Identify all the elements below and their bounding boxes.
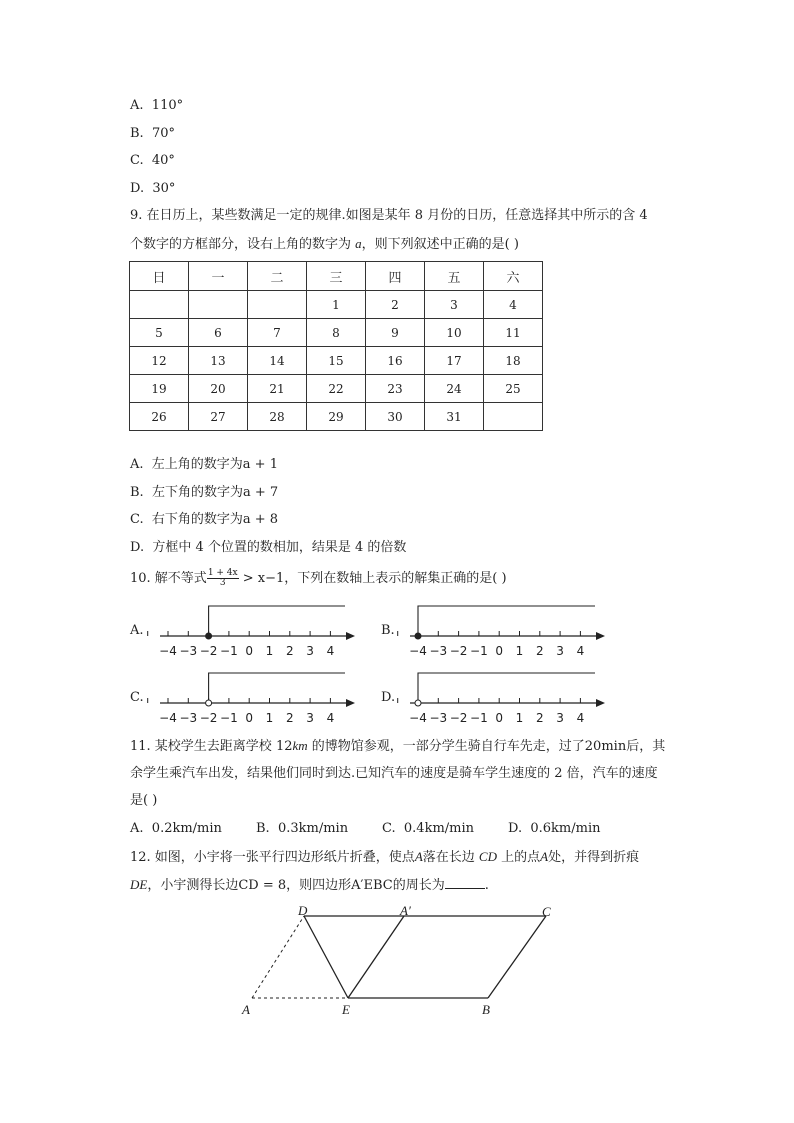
q11-stem-line1: 11. 某校学生去距离学校 12km 的博物馆参观，一部分学生骑自行车先走，过了20min后，其 — [130, 738, 666, 754]
tick-label: 0 — [495, 711, 504, 725]
number-line-c — [150, 667, 365, 737]
q12-stem-line1: 12. 如图，小宇将一张平行四边形纸片折叠，使点A落在长边 CD 上的点A处，并得到折痕 — [130, 849, 640, 865]
q9-option-c: C. 右下角的数字为a + 8 — [130, 512, 279, 527]
weekday-sun: 日 — [130, 262, 189, 291]
q11-stem-line2: 余学生乘汽车出发，结果他们同时到达.已知汽车的速度是骑车学生速度的 2 倍，汽车的速度 — [130, 766, 658, 781]
open-endpoint — [206, 700, 212, 706]
weekday-thu: 四 — [366, 262, 425, 291]
tick-label: 4 — [576, 711, 585, 725]
number-line-a — [150, 600, 365, 670]
answer-blank — [445, 876, 485, 889]
tick-label: 1 — [515, 644, 524, 658]
calendar-cell — [484, 403, 543, 431]
tick-label: −4 — [159, 644, 177, 658]
q11-option-d: D. 0.6km/min — [508, 821, 601, 836]
calendar-cell: 17 — [425, 347, 484, 375]
calendar-cell: 19 — [130, 375, 189, 403]
q8-option-a: A. 110° — [130, 98, 184, 113]
solution-ray — [418, 606, 595, 636]
tick-label: 4 — [326, 711, 335, 725]
tick-label: 2 — [535, 711, 544, 725]
calendar-cell — [248, 291, 307, 319]
q11-option-c: C. 0.4km/min — [382, 821, 475, 836]
calendar-cell: 13 — [189, 347, 248, 375]
weekday-tue: 二 — [248, 262, 307, 291]
calendar-table — [129, 261, 543, 431]
tick-label: 1 — [515, 711, 524, 725]
calendar-cell: 31 — [425, 403, 484, 431]
q8-option-d: D. 30° — [130, 181, 176, 196]
solution-ray — [418, 673, 595, 703]
parallelogram-figure — [236, 900, 566, 1025]
q10-option-b-label: B. — [381, 623, 395, 638]
calendar-cell: 26 — [130, 403, 189, 431]
calendar-cell: 7 — [248, 319, 307, 347]
tick-label: −1 — [470, 644, 488, 658]
number-line-b — [400, 600, 615, 670]
closed-endpoint — [206, 633, 212, 639]
calendar-cell — [189, 291, 248, 319]
q11-option-a: A. 0.2km/min — [130, 821, 222, 836]
tick-label: 4 — [326, 644, 335, 658]
point-label-C: C — [542, 904, 551, 919]
calendar-row — [130, 347, 543, 375]
open-endpoint — [415, 700, 421, 706]
tick-label: −3 — [429, 711, 448, 725]
calendar-row — [130, 375, 543, 403]
q8-option-c: C. 40° — [130, 153, 175, 168]
calendar-cell: 22 — [307, 375, 366, 403]
point-label-A-prime: A′ — [400, 903, 411, 918]
tick-label: −4 — [409, 644, 427, 658]
calendar-cell: 23 — [366, 375, 425, 403]
q8-option-b: B. 70° — [130, 126, 175, 141]
calendar-cell: 29 — [307, 403, 366, 431]
segment-DE — [304, 916, 348, 998]
tick-label: 2 — [285, 711, 294, 725]
tick-label: 1 — [265, 711, 274, 725]
calendar-cell: 3 — [425, 291, 484, 319]
segment-CB — [488, 916, 546, 998]
q10-option-d-label: D. — [381, 690, 396, 705]
point-label-D: D — [298, 903, 308, 918]
tick-label: 3 — [556, 644, 564, 658]
calendar-cell: 27 — [189, 403, 248, 431]
calendar-cell: 14 — [248, 347, 307, 375]
calendar-cell: 20 — [189, 375, 248, 403]
weekday-mon: 一 — [189, 262, 248, 291]
q9-stem-line1: 9. 在日历上，某些数满足一定的规律.如图是某年 8 月份的日历，任意选择其中所示的含 4 — [130, 208, 648, 223]
q10-fraction: $\frac{1 + 4x}{3}$ — [207, 568, 238, 588]
calendar-cell: 16 — [366, 347, 425, 375]
calendar-cell: 10 — [425, 319, 484, 347]
tick-label: 2 — [535, 644, 544, 658]
tick-label: −2 — [199, 711, 218, 725]
calendar-cell: 5 — [130, 319, 189, 347]
calendar-row — [130, 319, 543, 347]
calendar-cell: 9 — [366, 319, 425, 347]
tick-label: −2 — [199, 644, 218, 658]
tick-label: 3 — [306, 644, 314, 658]
tick-label: −1 — [470, 711, 488, 725]
calendar-cell: 1 — [307, 291, 366, 319]
q10-option-a-label: A. — [130, 623, 144, 638]
calendar-row — [130, 291, 543, 319]
segment-AD-dashed — [252, 916, 304, 998]
tick-label: 0 — [245, 711, 254, 725]
tick-label: 3 — [556, 711, 564, 725]
calendar-cell: 21 — [248, 375, 307, 403]
calendar-header-row — [130, 262, 543, 291]
q11-stem-line3: 是( ) — [130, 793, 158, 808]
calendar-cell: 6 — [189, 319, 248, 347]
calendar-cell: 15 — [307, 347, 366, 375]
calendar-cell: 2 — [366, 291, 425, 319]
calendar-cell: 25 — [484, 375, 543, 403]
weekday-sat: 六 — [484, 262, 543, 291]
q11-option-b: B. 0.3km/min — [256, 821, 349, 836]
tick-label: 1 — [265, 644, 274, 658]
tick-label: −4 — [409, 711, 427, 725]
tick-label: 3 — [306, 711, 314, 725]
q10-stem: 10. 解不等式 $\frac{1 + 4x}{3}$ > x−1，下列在数轴上表示的解集正确的是( ) — [130, 568, 507, 588]
weekday-fri: 五 — [425, 262, 484, 291]
tick-label: −3 — [179, 711, 198, 725]
calendar-cell: 4 — [484, 291, 543, 319]
point-label-E: E — [342, 1002, 350, 1017]
axis-arrow — [346, 632, 355, 640]
q9-option-b: B. 左下角的数字为a + 7 — [130, 485, 279, 500]
calendar-row — [130, 403, 543, 431]
tick-label: −3 — [179, 644, 198, 658]
calendar-cell: 18 — [484, 347, 543, 375]
calendar-cell: 24 — [425, 375, 484, 403]
calendar-cell: 28 — [248, 403, 307, 431]
q9-option-d: D. 方框中 4 个位置的数相加，结果是 4 的倍数 — [130, 540, 407, 555]
calendar-cell — [130, 291, 189, 319]
q10-option-c-label: C. — [130, 690, 144, 705]
tick-label: −2 — [449, 644, 468, 658]
tick-label: −1 — [220, 644, 238, 658]
calendar-cell: 8 — [307, 319, 366, 347]
point-label-A: A — [242, 1002, 250, 1017]
q12-stem-line2: DE，小宇测得长边CD = 8，则四边形A′EBC的周长为 . — [130, 877, 489, 893]
point-label-B: B — [482, 1002, 490, 1017]
axis-arrow — [346, 699, 355, 707]
tick-label: −3 — [429, 644, 448, 658]
closed-endpoint — [415, 633, 421, 639]
tick-label: 4 — [576, 644, 585, 658]
tick-label: 2 — [285, 644, 294, 658]
tick-label: −1 — [220, 711, 238, 725]
segment-EA-prime — [348, 916, 404, 998]
tick-label: 0 — [495, 644, 504, 658]
tick-label: −4 — [159, 711, 177, 725]
q9-stem-line2: 个数字的方框部分，设右上角的数字为 a，则下列叙述中正确的是( ) — [130, 236, 519, 252]
tick-label: 0 — [245, 644, 254, 658]
calendar-cell: 11 — [484, 319, 543, 347]
calendar-cell: 12 — [130, 347, 189, 375]
number-line-d — [400, 667, 615, 737]
axis-arrow — [596, 699, 605, 707]
tick-label: −2 — [449, 711, 468, 725]
weekday-wed: 三 — [307, 262, 366, 291]
axis-arrow — [596, 632, 605, 640]
calendar-cell: 30 — [366, 403, 425, 431]
q9-option-a: A. 左上角的数字为a + 1 — [130, 457, 278, 472]
